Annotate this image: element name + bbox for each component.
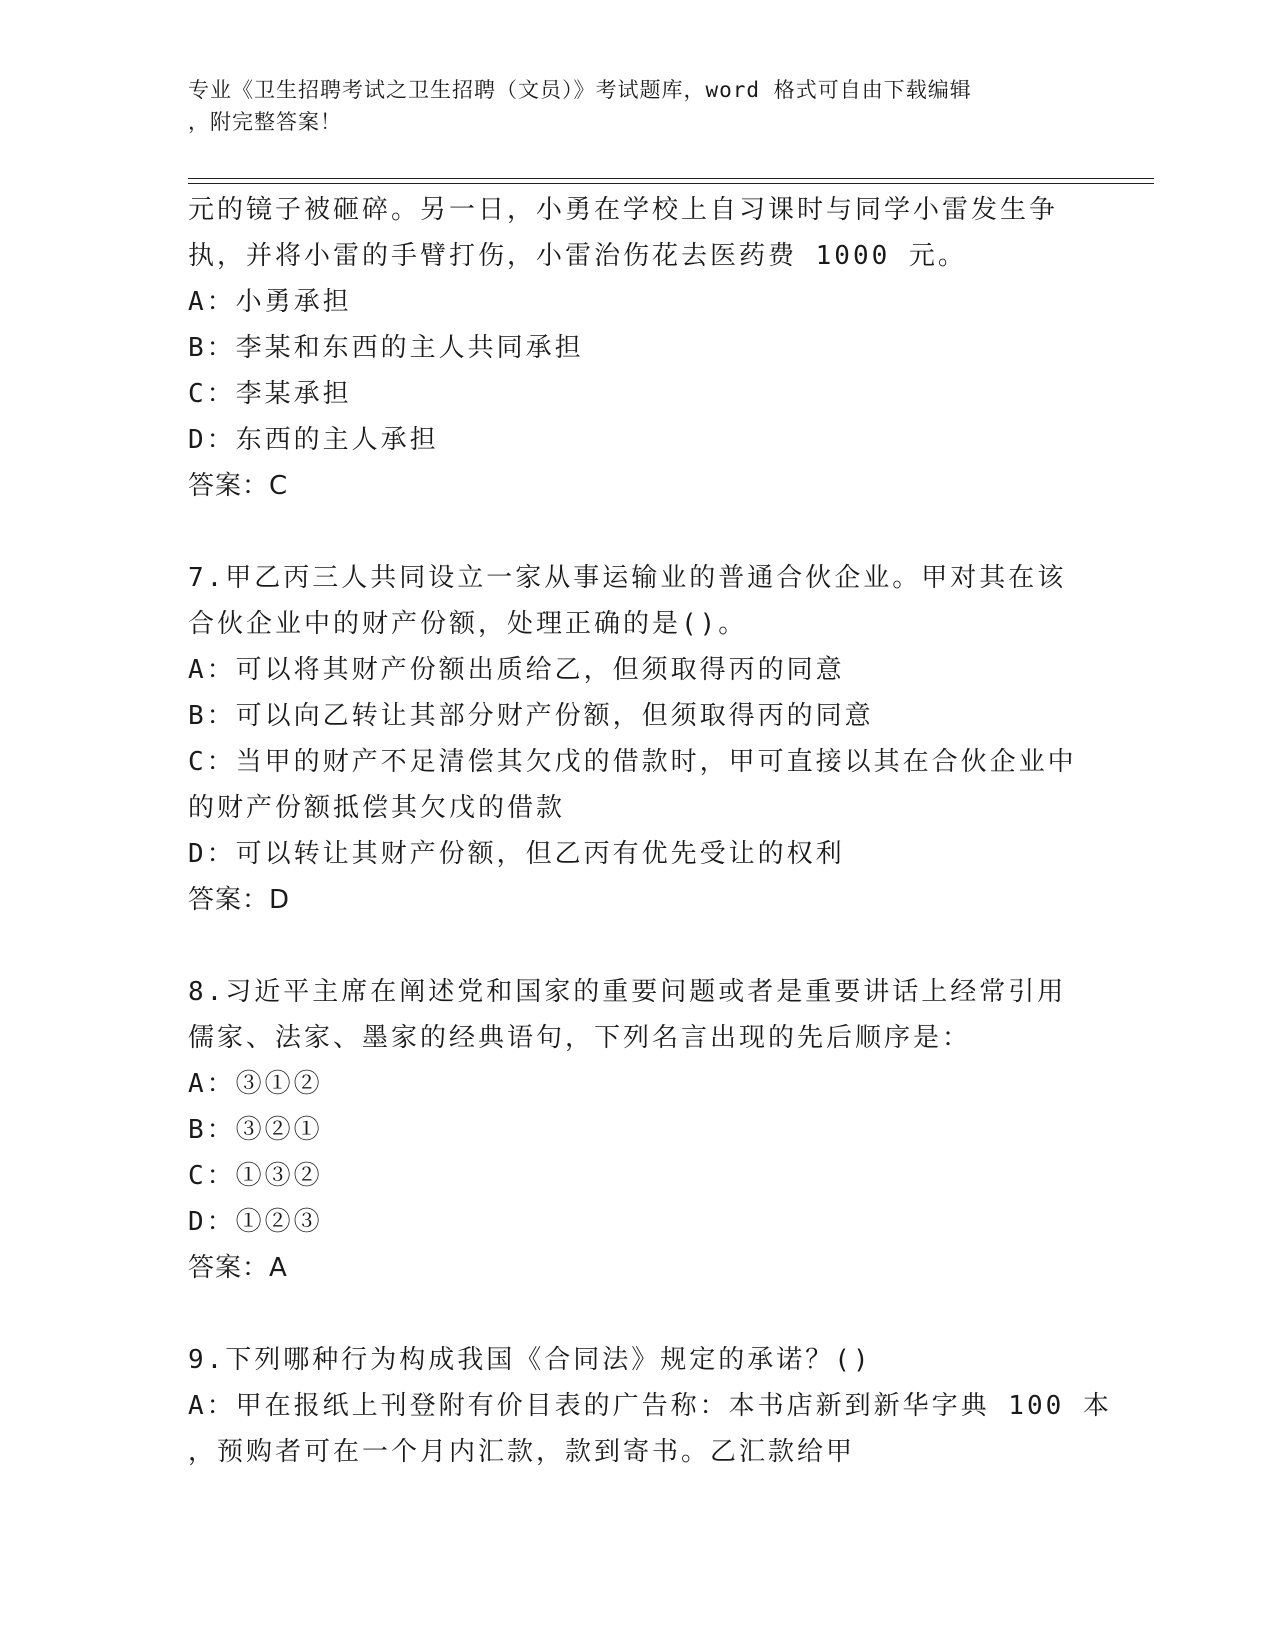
- option-d: D：可以转让其财产份额，但乙丙有优先受让的权利: [188, 839, 845, 869]
- spacer: [188, 923, 1068, 969]
- answer-line: 答案：C: [188, 471, 289, 501]
- header-line-2: ，附完整答案！: [188, 110, 342, 134]
- spacer: [188, 1291, 1068, 1337]
- question-stem-line: 儒家、法家、墨家的经典语句，下列名言出现的先后顺序是：: [188, 1023, 972, 1053]
- option-c-continued: 的财产份额抵偿其欠戊的借款: [188, 793, 566, 823]
- question-7: [188, 555, 1077, 923]
- answer-line: 答案：A: [188, 1253, 288, 1283]
- question-8: [188, 969, 1068, 1291]
- option-a: A：可以将其财产份额出质给乙，但须取得丙的同意: [188, 655, 845, 685]
- header-divider-bottom: [188, 183, 1154, 184]
- spacer: [188, 509, 1068, 555]
- option-c: C：①③②: [188, 1161, 323, 1191]
- option-a: A：③①②: [188, 1069, 323, 1099]
- option-a: A：小勇承担: [188, 287, 352, 317]
- question-stem-line: 合伙企业中的财产份额，处理正确的是()。: [188, 609, 748, 639]
- answer-line: 答案：D: [188, 885, 291, 915]
- option-a-continued: ，预购者可在一个月内汇款，款到寄书。乙汇款给甲: [188, 1437, 856, 1467]
- question-stem-line: 9.下列哪种行为构成我国《合同法》规定的承诺？(): [188, 1345, 872, 1375]
- question-6: [188, 187, 1068, 509]
- question-stem-line: 7.甲乙丙三人共同设立一家从事运输业的普通合伙企业。甲对其在该: [188, 563, 1067, 593]
- question-9: [188, 1337, 1112, 1475]
- option-b: B：李某和东西的主人共同承担: [188, 333, 584, 363]
- question-stem-line: 执，并将小雷的手臂打伤，小雷治伤花去医药费 1000 元。: [188, 241, 967, 271]
- option-a: A：甲在报纸上刊登附有价目表的广告称：本书店新到新华字典 100 本: [188, 1391, 1112, 1421]
- question-stem-line: 元的镜子被砸碎。另一日，小勇在学校上自习课时与同学小雷发生争: [188, 195, 1059, 225]
- document-header: [188, 74, 1068, 138]
- option-c: C：当甲的财产不足清偿其欠戊的借款时，甲可直接以其在合伙企业中: [188, 747, 1077, 777]
- question-content: [188, 187, 1112, 1475]
- header-divider-top: [188, 178, 1154, 179]
- option-b: B：可以向乙转让其部分财产份额，但须取得丙的同意: [188, 701, 874, 731]
- option-b: B：③②①: [188, 1115, 323, 1145]
- option-c: C：李某承担: [188, 379, 352, 409]
- option-d: D：①②③: [188, 1207, 323, 1237]
- header-line-1: 专业《卫生招聘考试之卫生招聘（文员）》考试题库，word 格式可自由下载编辑: [188, 78, 972, 102]
- option-d: D：东西的主人承担: [188, 425, 439, 455]
- question-stem-line: 8.习近平主席在阐述党和国家的重要问题或者是重要讲话上经常引用: [188, 977, 1067, 1007]
